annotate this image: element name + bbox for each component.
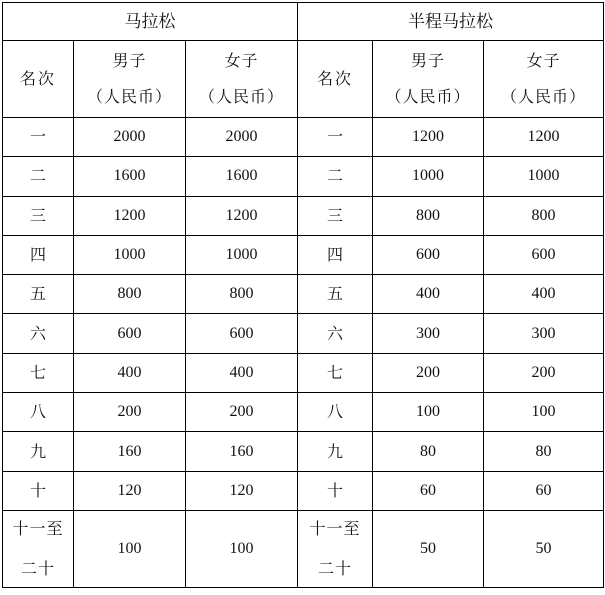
marathon-women-prize: 2000	[186, 118, 298, 157]
marathon-men-prize: 600	[74, 314, 186, 353]
table-row	[3, 235, 604, 274]
rank-cell: 二	[3, 157, 74, 196]
half-marathon-women-prize: 60	[484, 471, 604, 510]
half-marathon-women-prize: 80	[484, 432, 604, 471]
rank-cell: 一	[3, 118, 74, 157]
half-marathon-women-prize: 1200	[484, 118, 604, 157]
table-row	[3, 157, 604, 196]
table-row-last	[3, 510, 604, 587]
rank-cell: 四	[298, 235, 373, 274]
half-marathon-women-header	[484, 41, 604, 118]
marathon-women-prize: 600	[186, 314, 298, 353]
marathon-rank-header	[3, 41, 74, 118]
rank-cell: 十	[3, 471, 74, 510]
currency-label: （人民币）	[199, 87, 285, 106]
rank-cell: 八	[298, 393, 373, 432]
half-marathon-women-prize: 50	[484, 510, 604, 587]
marathon-men-prize: 120	[74, 471, 186, 510]
sub-header-row	[3, 41, 604, 118]
women-label: 女子	[224, 51, 259, 70]
currency-label: （人民币）	[501, 87, 587, 106]
table-row	[3, 353, 604, 392]
rank-cell: 一	[298, 118, 373, 157]
half-marathon-group-header: 半程马拉松	[298, 3, 604, 41]
rank-cell: 三	[298, 196, 373, 235]
rank-cell: 七	[3, 353, 74, 392]
rank-cell: 四	[3, 235, 74, 274]
rank-cell: 六	[298, 314, 373, 353]
prize-money-table	[2, 2, 604, 588]
marathon-women-prize: 800	[186, 275, 298, 314]
half-marathon-men-prize: 60	[373, 471, 484, 510]
rank-cell: 八	[3, 393, 74, 432]
rank-range-line1: 十一至	[12, 518, 64, 538]
half-marathon-women-prize: 100	[484, 393, 604, 432]
half-marathon-women-prize: 800	[484, 196, 604, 235]
half-marathon-men-prize: 1000	[373, 157, 484, 196]
table-row	[3, 314, 604, 353]
rank-range-line2: 二十	[318, 558, 353, 578]
marathon-women-prize: 1600	[186, 157, 298, 196]
marathon-men-prize: 1000	[74, 235, 186, 274]
table-row	[3, 432, 604, 471]
table-row	[3, 196, 604, 235]
marathon-group-header: 马拉松	[3, 3, 298, 41]
rank-header-label: 名次	[19, 69, 56, 88]
men-label: 男子	[112, 51, 147, 70]
table-row	[3, 118, 604, 157]
half-marathon-men-prize: 600	[373, 235, 484, 274]
marathon-men-prize: 800	[74, 275, 186, 314]
rank-cell: 五	[3, 275, 74, 314]
table-row	[3, 275, 604, 314]
rank-cell: 九	[3, 432, 74, 471]
half-marathon-men-prize: 800	[373, 196, 484, 235]
half-marathon-women-prize: 300	[484, 314, 604, 353]
half-marathon-women-prize: 200	[484, 353, 604, 392]
currency-label: （人民币）	[86, 87, 172, 106]
half-marathon-men-prize: 300	[373, 314, 484, 353]
rank-cell: 七	[298, 353, 373, 392]
rank-cell: 十	[298, 471, 373, 510]
rank-cell: 六	[3, 314, 74, 353]
marathon-women-prize: 100	[186, 510, 298, 587]
marathon-women-prize: 1200	[186, 196, 298, 235]
marathon-women-prize: 200	[186, 393, 298, 432]
half-marathon-men-prize: 400	[373, 275, 484, 314]
rank-cell: 五	[298, 275, 373, 314]
men-label: 男子	[411, 51, 446, 70]
half-marathon-rank-header	[298, 41, 373, 118]
half-marathon-men-prize: 80	[373, 432, 484, 471]
marathon-women-prize: 1000	[186, 235, 298, 274]
half-marathon-men-prize: 100	[373, 393, 484, 432]
currency-label: （人民币）	[385, 87, 471, 106]
half-marathon-women-prize: 1000	[484, 157, 604, 196]
marathon-men-prize: 160	[74, 432, 186, 471]
marathon-men-prize: 1600	[74, 157, 186, 196]
marathon-men-prize: 2000	[74, 118, 186, 157]
rank-cell: 九	[298, 432, 373, 471]
rank-cell: 三	[3, 196, 74, 235]
half-marathon-men-prize: 200	[373, 353, 484, 392]
marathon-men-prize: 200	[74, 393, 186, 432]
half-marathon-men-prize: 50	[373, 510, 484, 587]
rank-cell	[298, 510, 373, 587]
table-row	[3, 471, 604, 510]
rank-header-label: 名次	[317, 69, 354, 88]
rank-range-line2: 二十	[20, 558, 55, 578]
women-label: 女子	[526, 51, 561, 70]
group-header-row	[3, 3, 604, 41]
rank-cell: 二	[298, 157, 373, 196]
half-marathon-men-header	[373, 41, 484, 118]
marathon-men-header	[74, 41, 186, 118]
marathon-women-header	[186, 41, 298, 118]
rank-cell	[3, 510, 74, 587]
marathon-men-prize: 100	[74, 510, 186, 587]
half-marathon-women-prize: 400	[484, 275, 604, 314]
table-row	[3, 393, 604, 432]
half-marathon-men-prize: 1200	[373, 118, 484, 157]
marathon-women-prize: 120	[186, 471, 298, 510]
marathon-women-prize: 400	[186, 353, 298, 392]
rank-range-line1: 十一至	[309, 518, 361, 538]
half-marathon-women-prize: 600	[484, 235, 604, 274]
marathon-men-prize: 1200	[74, 196, 186, 235]
marathon-women-prize: 160	[186, 432, 298, 471]
marathon-men-prize: 400	[74, 353, 186, 392]
